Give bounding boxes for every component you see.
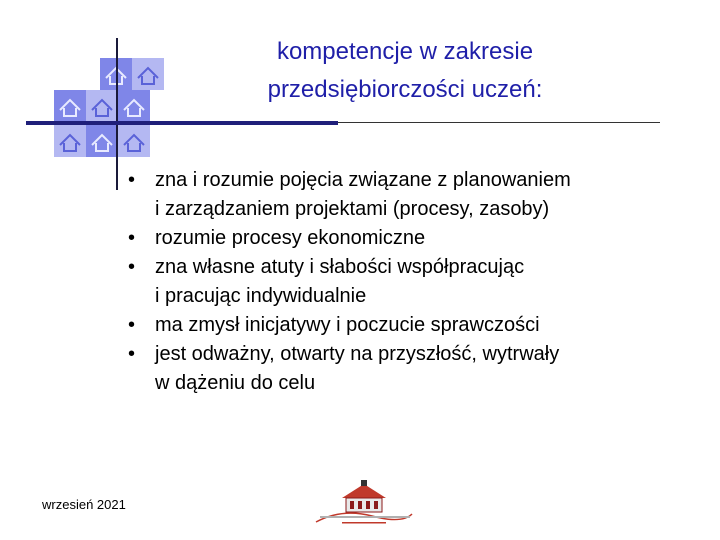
bullet-item <box>128 224 688 253</box>
bullet-item <box>128 253 688 311</box>
slide-title-line: przedsiębiorczości uczeń: <box>267 76 543 103</box>
bullet-dot: • <box>128 256 136 278</box>
house-tile-icon <box>118 90 150 122</box>
bullet-item <box>128 311 688 340</box>
footer-date: wrzesień 2021 <box>42 497 126 512</box>
slide-title <box>200 33 610 109</box>
bullet-text-line: rozumie procesy ekonomiczne <box>155 227 426 249</box>
bullet-text-line: w dążeniu do celu <box>155 372 316 394</box>
house-tile-icon <box>86 90 118 122</box>
bullet-text-line: jest odważny, otwarty na przyszłość, wytrwały <box>155 343 560 365</box>
bullet-item <box>128 340 688 398</box>
horizontal-rule-thin <box>338 122 660 123</box>
bullet-dot: • <box>128 227 136 249</box>
house-tile-icon <box>132 58 164 90</box>
bullet-text-line: zna i rozumie pojęcia związane z planowaniem <box>155 169 571 191</box>
bullet-item <box>128 166 688 224</box>
house-tile-icon <box>118 125 150 157</box>
house-tile-icon <box>54 125 86 157</box>
bullet-text-line: i zarządzaniem projektami (procesy, zasoby) <box>155 198 550 220</box>
bullet-text-line: zna własne atuty i słabości współpracując <box>155 256 525 278</box>
bullet-dot: • <box>128 343 136 365</box>
house-tile-icon <box>86 125 118 157</box>
bullet-list <box>128 166 688 398</box>
bullet-text-line: ma zmysł inicjatywy i poczucie sprawczości <box>155 314 540 336</box>
house-tile-icon <box>54 90 86 122</box>
bullet-text-line: i pracując indywidualnie <box>155 285 367 307</box>
vertical-rule <box>116 38 118 190</box>
school-building-logo-icon <box>312 478 416 528</box>
bullet-dot: • <box>128 314 136 336</box>
bullet-dot: • <box>128 169 136 191</box>
slide-title-line: kompetencje w zakresie <box>276 38 534 65</box>
horizontal-rule-thick <box>26 121 338 125</box>
